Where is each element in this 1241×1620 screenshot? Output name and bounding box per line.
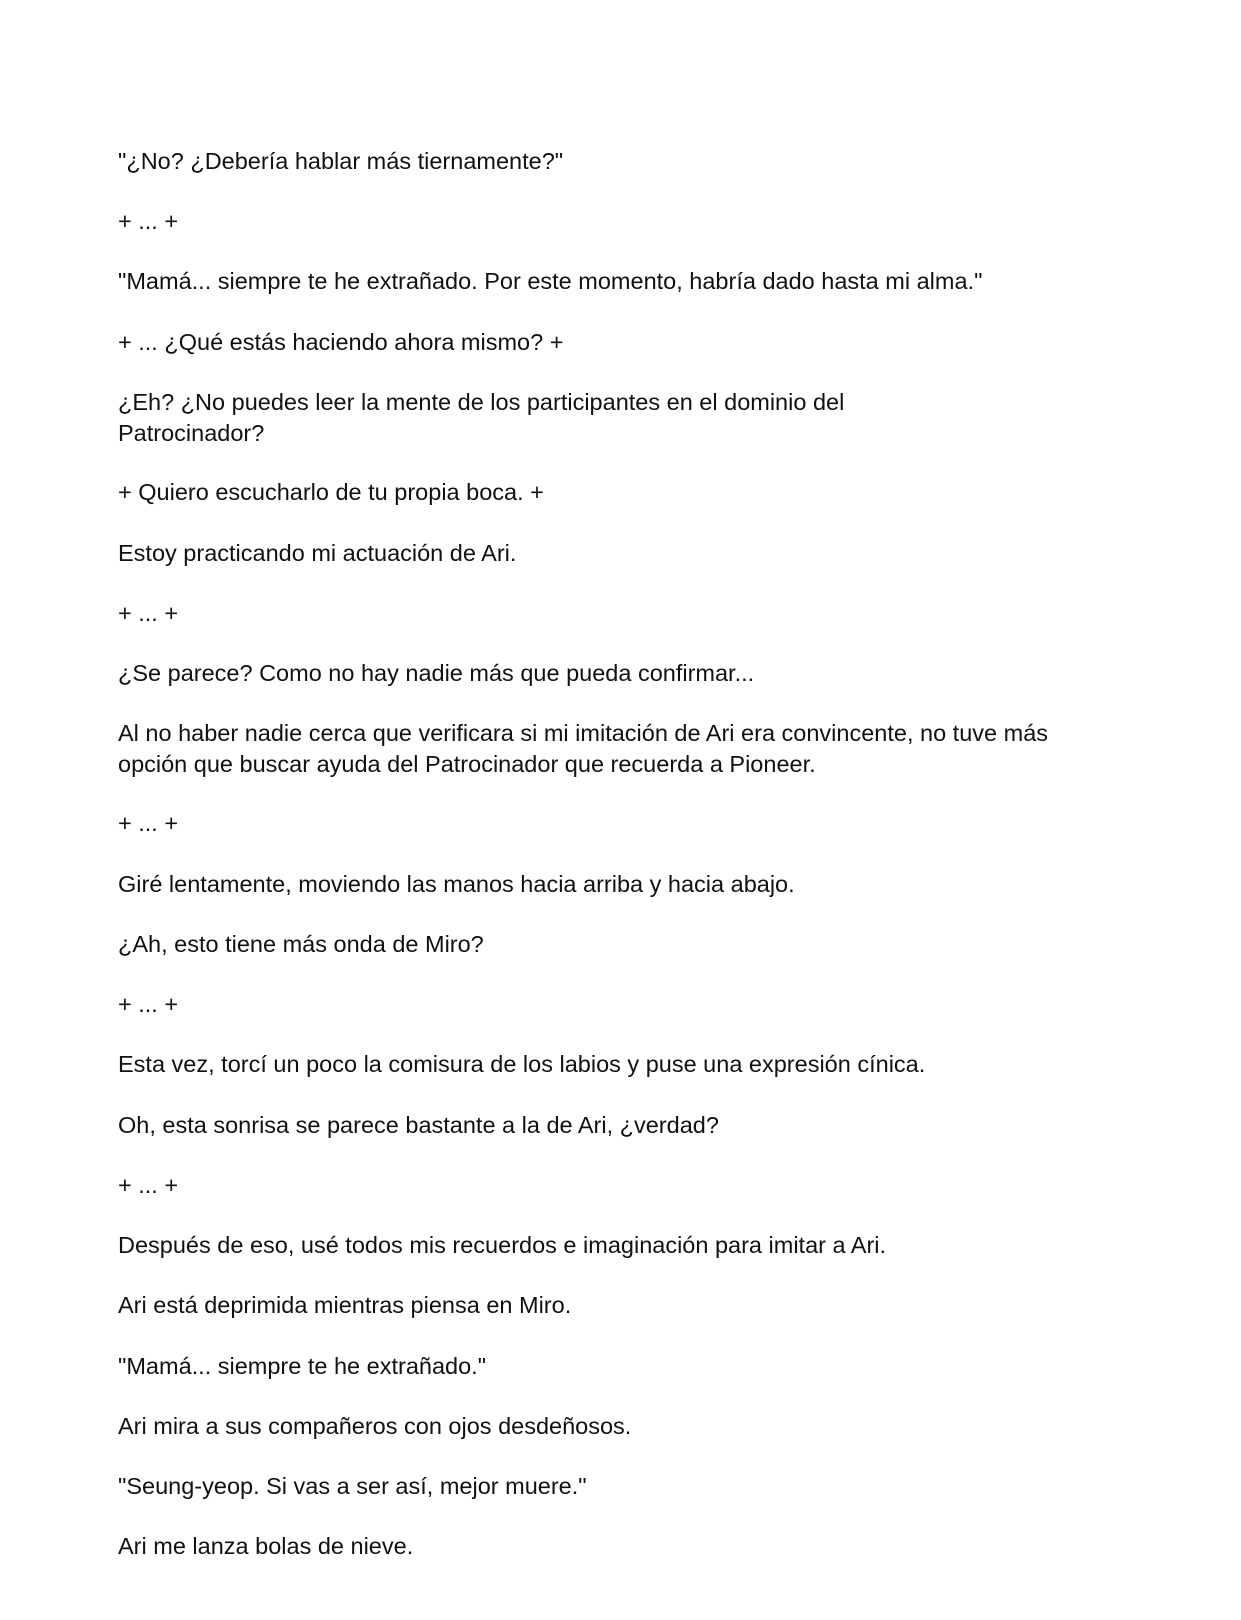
paragraph-11: + ... + xyxy=(118,810,179,836)
paragraph-18: Después de eso, usé todos mis recuerdos e imaginación para imitar a Ari. xyxy=(118,1232,887,1258)
paragraph-20: "Mamá... siempre te he extrañado." xyxy=(118,1353,487,1379)
paragraph-23: Ari me lanza bolas de nieve. xyxy=(118,1533,414,1559)
paragraph-3: "Mamá... siempre te he extrañado. Por este momento, habría dado hasta mi alma." xyxy=(118,268,983,294)
paragraph-21: Ari mira a sus compañeros con ojos desdeñosos. xyxy=(118,1413,632,1439)
paragraph-9: ¿Se parece? Como no hay nadie más que pueda confirmar... xyxy=(118,660,755,686)
paragraph-5: ¿Eh? ¿No puedes leer la mente de los participantes en el dominio del Patrocinador? xyxy=(118,389,845,446)
paragraph-12: Giré lentamente, moviendo las manos hacia arriba y hacia abajo. xyxy=(118,871,795,897)
paragraph-6: + Quiero escucharlo de tu propia boca. + xyxy=(118,479,544,505)
paragraph-8: + ... + xyxy=(118,600,179,626)
paragraph-19: Ari está deprimida mientras piensa en Miro. xyxy=(118,1292,572,1318)
paragraph-1: "¿No? ¿Debería hablar más tiernamente?" xyxy=(118,148,564,174)
paragraph-17: + ... + xyxy=(118,1172,179,1198)
paragraph-4: + ... ¿Qué estás haciendo ahora mismo? + xyxy=(118,329,564,355)
paragraph-7: Estoy practicando mi actuación de Ari. xyxy=(118,540,517,566)
paragraph-13: ¿Ah, esto tiene más onda de Miro? xyxy=(118,931,484,957)
paragraph-2: + ... + xyxy=(118,208,179,234)
paragraph-14: + ... + xyxy=(118,991,179,1017)
paragraph-10: Al no haber nadie cerca que verificara si mi imitación de Ari era convincente, no tuve más opción que buscar ayuda del Patrocinador que recuerda a Pioneer. xyxy=(118,720,1049,777)
paragraph-22: "Seung-yeop. Si vas a ser así, mejor muere." xyxy=(118,1473,587,1499)
paragraph-16: Oh, esta sonrisa se parece bastante a la de Ari, ¿verdad? xyxy=(118,1112,719,1138)
paragraph-15: Esta vez, torcí un poco la comisura de los labios y puse una expresión cínica. xyxy=(118,1051,926,1077)
